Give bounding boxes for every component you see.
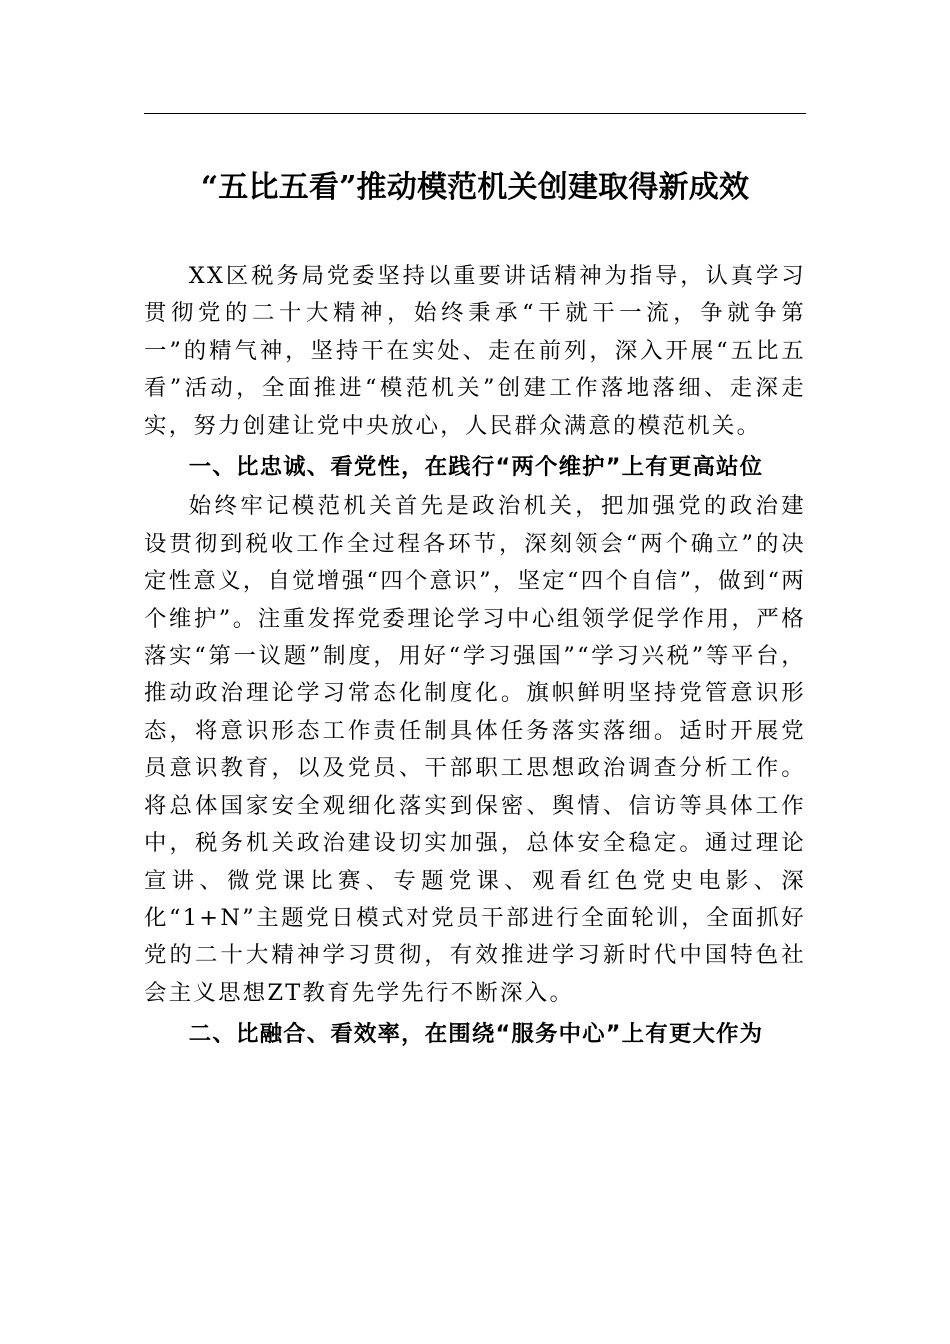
document-title: “五比五看”推动模范机关创建取得新成效 (200, 170, 750, 205)
section-1-paragraph: 始终牢记模范机关首先是政治机关，把加强党的政治建设贯彻到税收工作全过程各环节，深刻领会“两个确立”的决定性意义，自觉增强“四个意识”，坚定“四个自信”，做到“两个维护”。注重发挥党委理论学习中心组领学促学作用，严格落实“第一议题”制度，用好“学习强国”“学习兴税”等平台，推动政治理论学习常态化制度化。旗帜鲜明坚持党管意识形态，将意识形态工作责任制具体任务落实落细。适时开展党员意识教育，以及党员、干部职工思想政治调查分析工作。将总体国家安全观细化落实到保密、舆情、信访等具体工作中，税务机关政治建设切实加强，总体安全稳定。通过理论宣讲、微党课比赛、专题党课、观看红色党史电影、深化“1+N”主题党日模式对党员干部进行全面轮训，全面抓好党的二十大精神学习贯彻，有效推进学习新时代中国特色社会主义思想ZT教育先学先行不断深入。 (144, 493, 806, 1006)
document-body (144, 258, 806, 1054)
header-rule (144, 113, 806, 114)
intro-paragraph: XX区税务局党委坚持以重要讲话精神为指导，认真学习贯彻党的二十大精神，始终秉承“干就干一流，争就争第一”的精气神，坚持干在实处、走在前列，深入开展“五比五看”活动，全面推进“模范机关”创建工作落地落细、走深走实，努力创建让党中央放心，人民群众满意的模范机关。 (144, 263, 806, 439)
section-heading-1: 一、比忠诚、看党性，在践行“两个维护”上有更高站位 (188, 454, 764, 481)
section-heading-2: 二、比融合、看效率，在围绕“服务中心”上有更大作为 (188, 1021, 764, 1048)
